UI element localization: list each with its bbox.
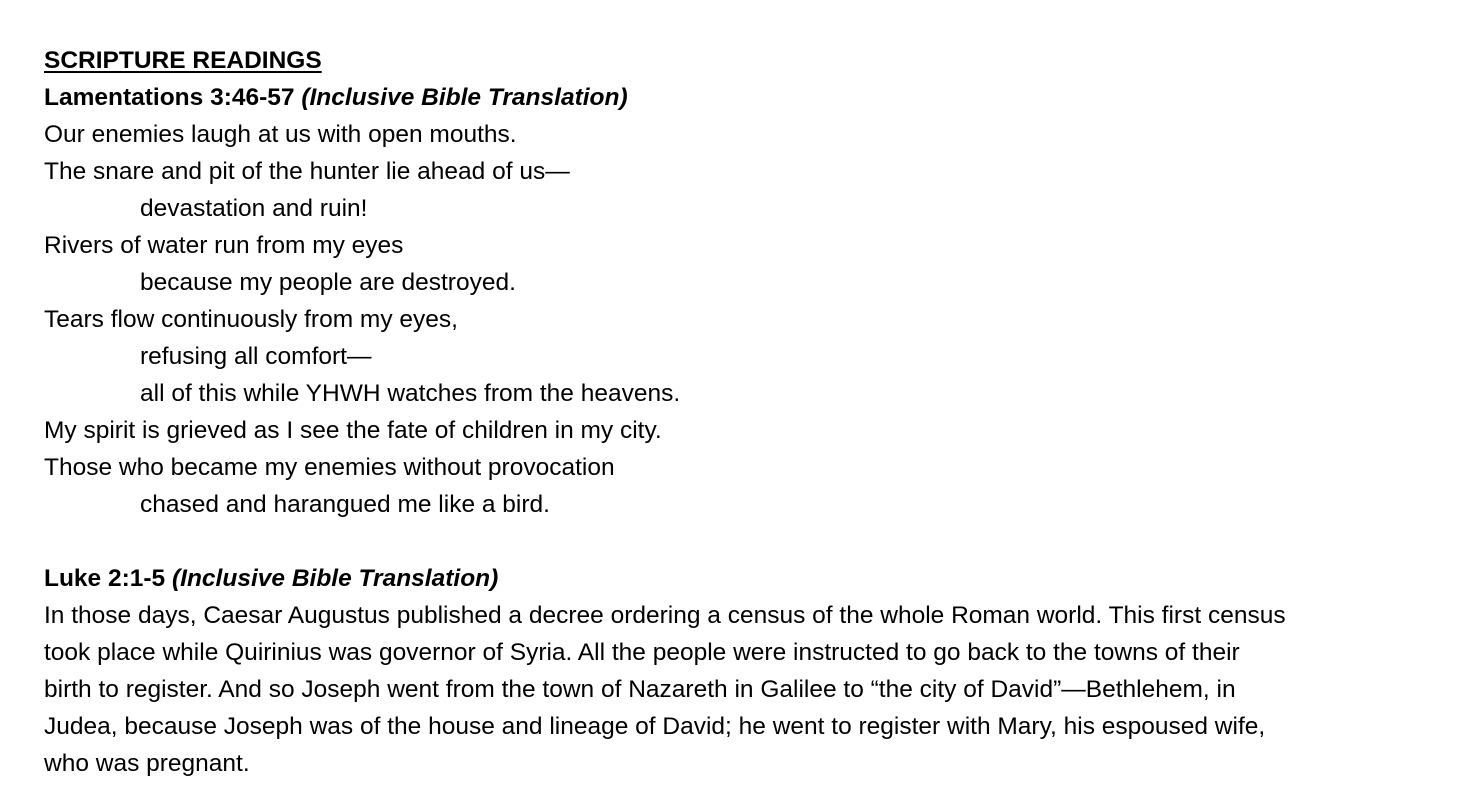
verse-line: Our enemies laugh at us with open mouths. <box>44 121 517 148</box>
reading-2-translation: (Inclusive Bible Translation) <box>172 565 499 592</box>
reading-1-translation: (Inclusive Bible Translation) <box>301 84 628 111</box>
reading-1-reference: Lamentations 3:46-57 <box>44 84 295 111</box>
prose-line: Judea, because Joseph was of the house and lineage of David; he went to register with Mary, his espoused wife, <box>44 713 1266 740</box>
reading-1-text <box>44 116 1444 523</box>
verse-line: Those who became my enemies without provocation <box>44 454 615 481</box>
verse-line-indented: because my people are destroyed. <box>140 269 516 296</box>
verse-line: The snare and pit of the hunter lie ahead of us— <box>44 158 570 185</box>
section-heading: SCRIPTURE READINGS <box>44 47 322 74</box>
prose-line: took place while Quirinius was governor of Syria. All the people were instructed to go back to the towns of their <box>44 639 1240 666</box>
document-page <box>44 42 1444 782</box>
verse-line: Rivers of water run from my eyes <box>44 232 404 259</box>
verse-line: Tears flow continuously from my eyes, <box>44 306 458 333</box>
verse-line-indented: chased and harangued me like a bird. <box>140 491 550 518</box>
reading-2-text <box>44 597 1444 782</box>
prose-line: birth to register. And so Joseph went from the town of Nazareth in Galilee to “the city of David”—Bethlehem, in <box>44 676 1236 703</box>
verse-line-indented: devastation and ruin! <box>140 195 368 222</box>
paragraph-spacer <box>44 523 1444 560</box>
prose-line: who was pregnant. <box>44 750 250 777</box>
reading-2-reference: Luke 2:1-5 <box>44 565 166 592</box>
prose-line: In those days, Caesar Augustus published a decree ordering a census of the whole Roman world. This first census <box>44 602 1286 629</box>
verse-line-indented: refusing all comfort— <box>140 343 372 370</box>
reading-1-reference-line <box>44 79 1444 116</box>
reading-2-reference-line <box>44 560 1444 597</box>
verse-line-indented: all of this while YHWH watches from the heavens. <box>140 380 681 407</box>
verse-line: My spirit is grieved as I see the fate of children in my city. <box>44 417 662 444</box>
